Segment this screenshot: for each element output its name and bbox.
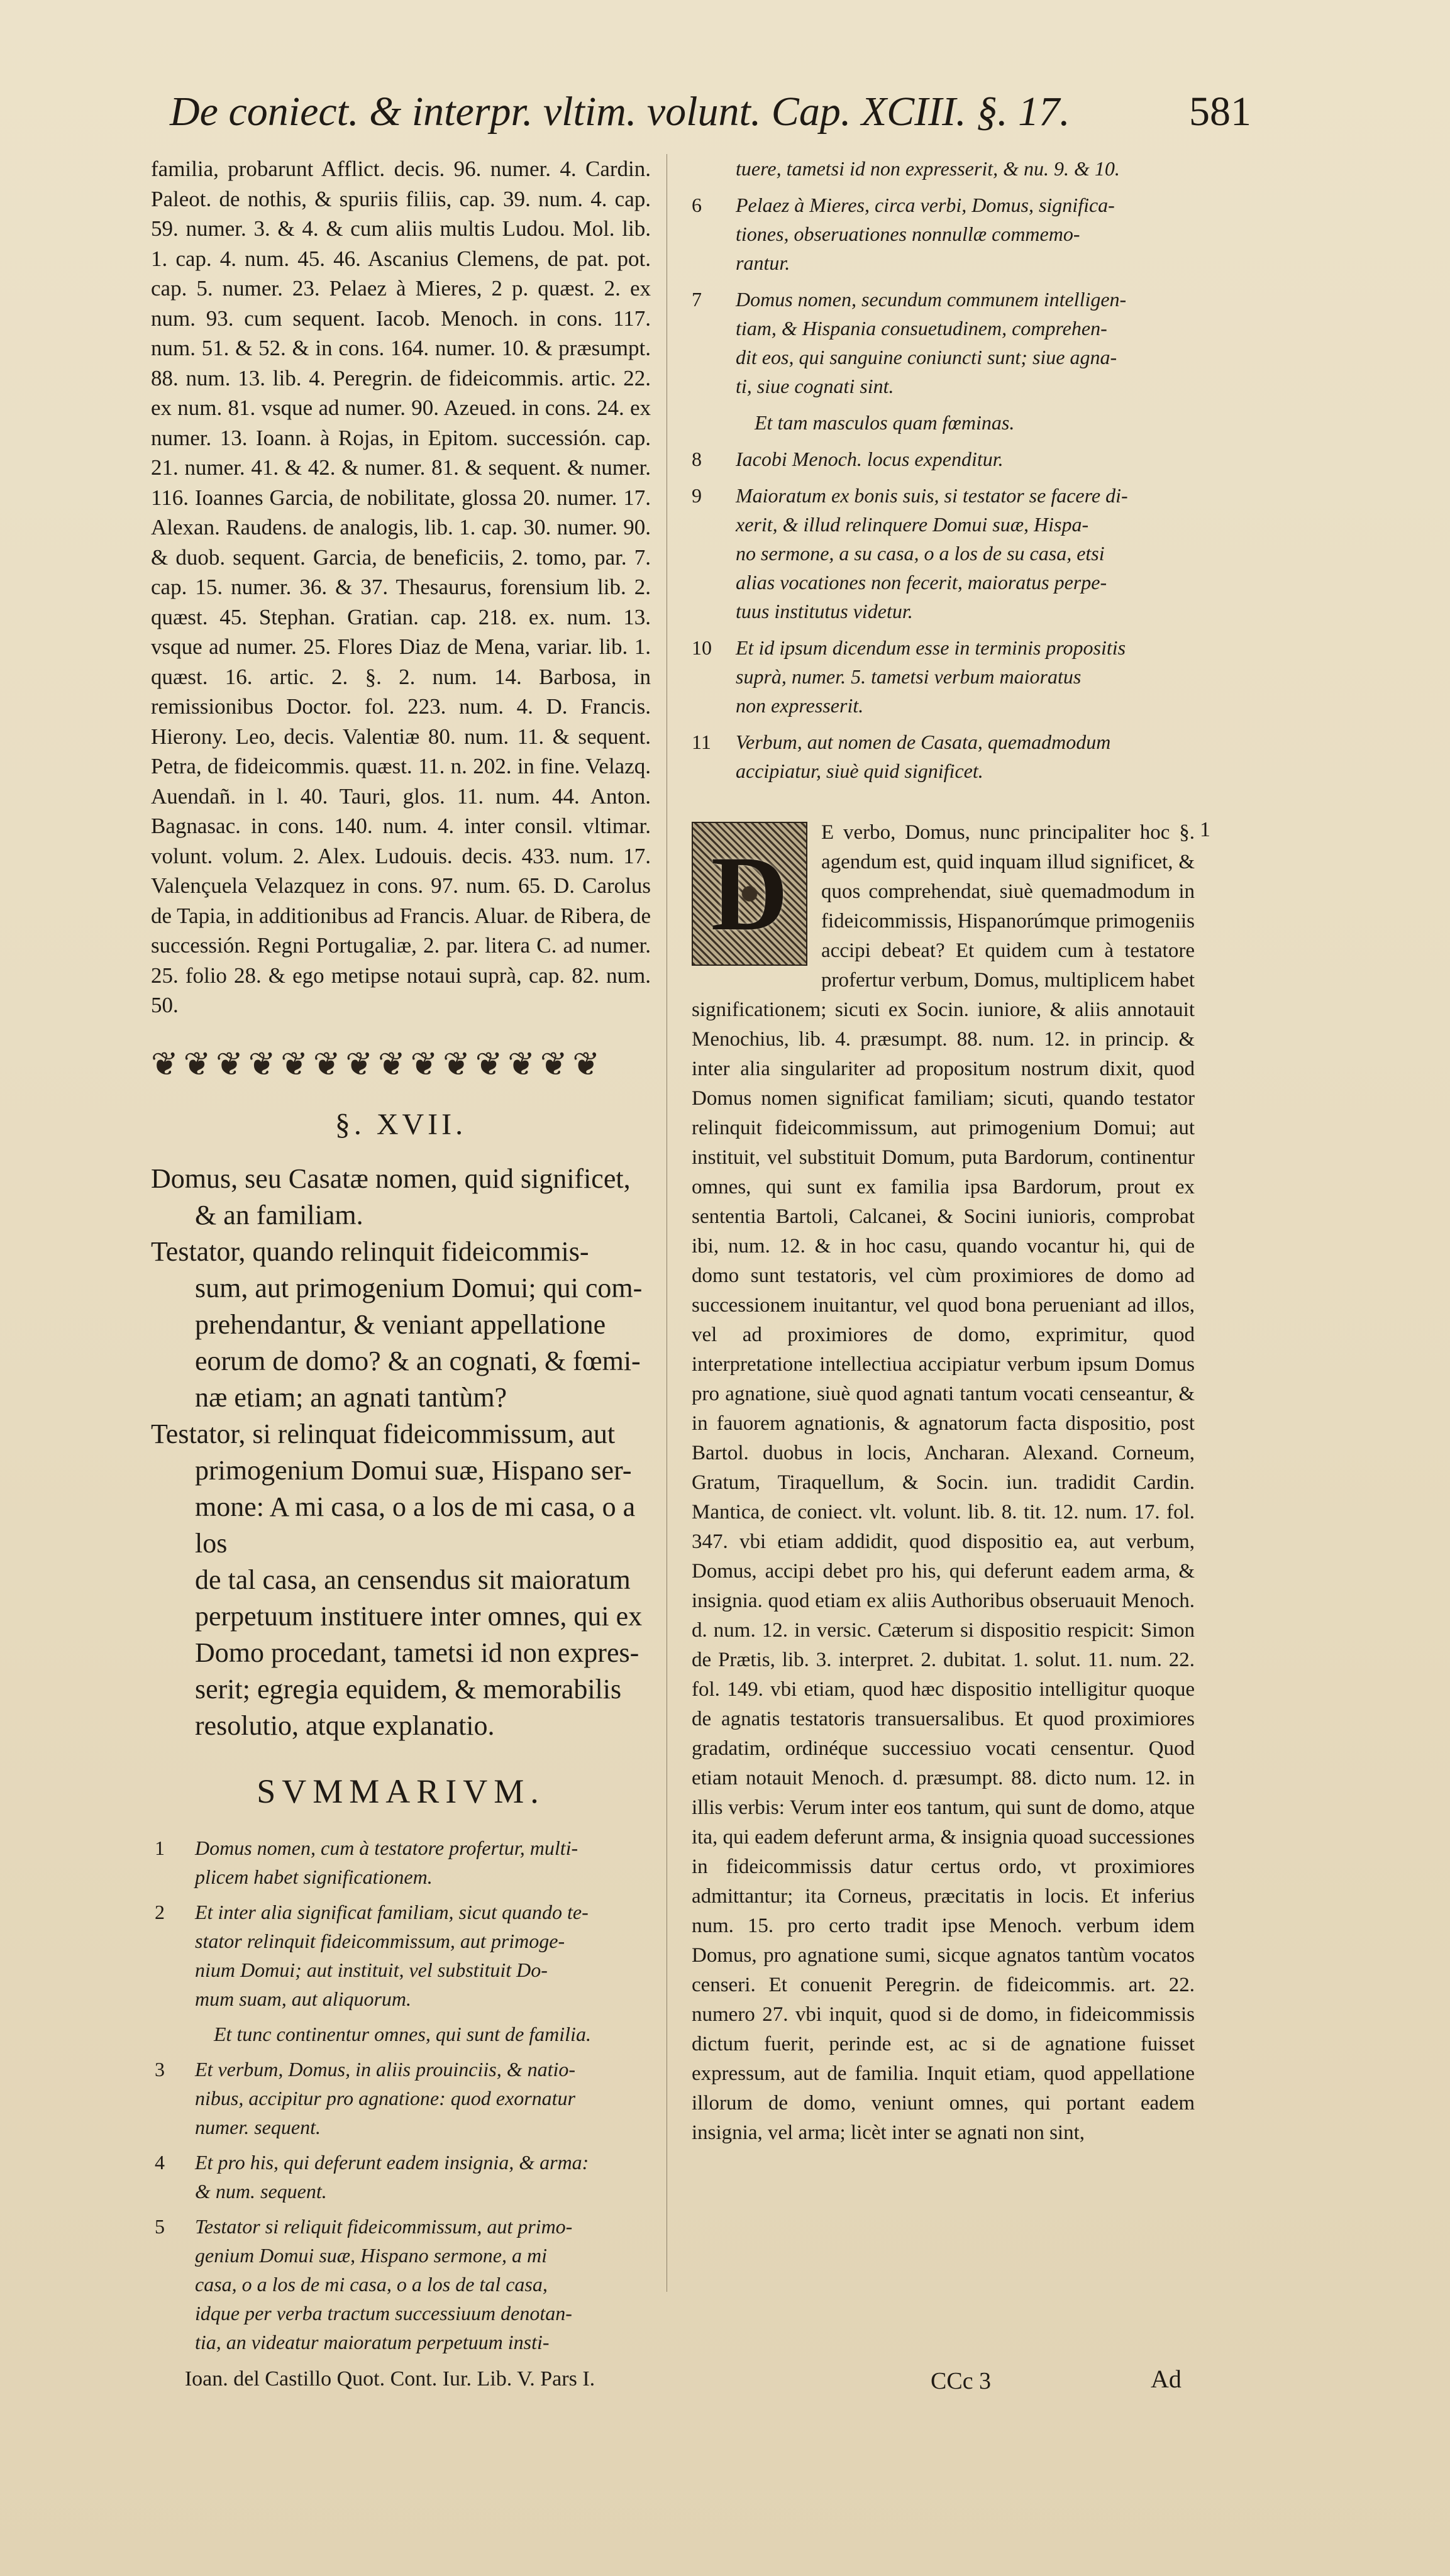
running-title: De coniect. & interpr. vltim. volunt. Cap. XCIII. §. 17. [170, 89, 1070, 135]
intro-paragraph: familia, probarunt Afflict. decis. 96. numer. 4. Cardin. Paleot. de nothis, & spuriis filiis, cap. 39. num. 4. cap. 59. numer. 3. & 4. & cum aliis multis Ludou. Mol. lib. 1. cap. 4. num. 45. 46. Ascanius Clemens, de pat. pot. cap. 5. numer. 23. Pelaez à Mieres, 2 p. quæst. 2. ex num. 93. cum sequent. Iacob. Menoch. in cons. 117. num. 51. & 52. & in cons. 164. numer. 10. & præsumpt. 88. num. 13. lib. 4. Peregrin. de fideicommis. artic. 22. ex num. 81. vsque ad numer. 90. Azeued. in cons. 24. ex numer. 13. Ioann. à Rojas, in Epitom. successión. cap. 21. numer. 41. & 42. & numer. 81. & sequent. & numer. 116. Ioannes Garcia, de nobilitate, glossa 20. numer. 17. Alexan. Raudens. de analogis, lib. 1. cap. 30. numer. 90. & duob. sequent. Garcia, de beneficiis, 2. tomo, par. 7. cap. 15. numer. 36. & 37. Thesaurus, forensium lib. 2. quæst. 45. Stephan. Gratian. cap. 218. ex. num. 13. vsque ad numer. 25. Flores Diaz de Mena, variar. lib. 1. quæst. 16. artic. 2. §. 2. num. 14. Barbosa, in remissionibus Doctor. fol. 223. num. 4. D. Francis. Hierony. Leo, decis. Valentiæ 80. num. 11. & sequent. Petra, de fideicommis. quæst. 11. n. 202. in fine. Velazq. Auendañ. in l. 40. Tauri, glos. 11. num. 44. Anton. Bagnasac. in cons. 140. num. 4. inter consil. vltimar. volunt. volum. 2. Alex. Ludouis. decis. 433. num. 17. Valençuela Velazquez in cons. 97. num. 65. D. Carolus de Tapia, in additionibus ad Francis. Aluar. de Ribera, de successión. Regni Portugaliæ, 2. par. litera C. ad numer. 25. folio 28. & ego metipse notaui suprà, cap. 82. num. 50. [151, 157, 651, 1017]
summarium-entry [692, 285, 1195, 401]
summary-line: næ etiam; an agnati tantùm? [195, 1381, 507, 1413]
entry-line: Et inter alia significat familiam, sicut quando te- [195, 1900, 589, 1923]
summarium-list [151, 1833, 651, 2357]
entry-line: Et id ipsum dicendum esse in terminis propositis [736, 636, 1126, 659]
drop-cap-letter: D [711, 834, 789, 953]
summarium-entry [151, 2020, 651, 2048]
entry-line: no sermone, a su casa, o a los de su casa, etsi [736, 542, 1105, 565]
entry-line: nium Domui; aut instituit, vel substituit Do- [195, 1958, 548, 1981]
entry-line: suprà, numer. 5. tametsi verbum maioratus [736, 665, 1082, 688]
section-title: §. XVII. [335, 1107, 467, 1141]
entry-number: 7 [692, 288, 702, 311]
entry-line: Et verbum, Domus, in aliis prouinciis, & natio- [195, 2057, 576, 2081]
entry-number: 9 [692, 484, 702, 507]
summarium-entry [692, 633, 1195, 720]
entry-line: tuere, tametsi id non expresserit, & nu. 9. & 10. [736, 157, 1120, 180]
entry-line: mum suam, aut aliquorum. [195, 1987, 412, 2010]
entry-line: nibus, accipitur pro agnatione: quod exornatur [195, 2086, 575, 2109]
summarium-entry [151, 1898, 651, 2013]
entry-line: stator relinquit fideicommissum, aut primoge- [195, 1929, 565, 1952]
summarium-entry [692, 408, 1195, 437]
gathering-mark: CCc 3 [931, 2368, 992, 2394]
entry-line: plicem habet significationem. [195, 1865, 433, 1888]
entry-line: Et tam masculos quam fœminas. [755, 411, 1015, 434]
entry-line: Verbum, aut nomen de Casata, quemadmodum [736, 731, 1111, 753]
entry-number: 11 [692, 731, 711, 753]
summary-line: resolutio, atque explanatio. [195, 1710, 495, 1741]
entry-line: idque per verba tractum successiuum denotan- [195, 2301, 572, 2324]
summarium-entry [151, 2212, 651, 2357]
summary-line: perpetuum instituere inter omnes, qui ex [195, 1600, 643, 1632]
entry-number: 4 [155, 2150, 165, 2174]
entry-line: tuus institutus videtur. [736, 600, 913, 622]
running-header [170, 88, 1251, 136]
entry-line: tiones, obseruationes nonnullæ commemo- [736, 223, 1080, 245]
summarium-entry [151, 2148, 651, 2206]
summary-line: mone: A mi casa, o a los de mi casa, o a los [195, 1491, 636, 1559]
fleuron-ornament-band: ❦❦❦❦❦❦❦❦❦❦❦❦❦❦ [151, 1046, 605, 1083]
entry-line: genium Domui suæ, Hispano sermone, a mi [195, 2243, 547, 2267]
entry-number: 8 [692, 448, 702, 470]
entry-line: rantur. [736, 252, 790, 274]
summary-line: Domus, seu Casatæ nomen, quid significet, [151, 1163, 631, 1194]
entry-line: numer. sequent. [195, 2115, 321, 2138]
entry-number: 1 [155, 1836, 165, 1859]
summary-line: serit; egregia equidem, & memorabilis [195, 1673, 622, 1705]
summary-line: prehendantur, & veniant appellatione [195, 1308, 606, 1340]
entry-line: tiam, & Hispania consuetudinem, comprehen- [736, 317, 1107, 340]
summary-line: de tal casa, an censendus sit maioratum [195, 1564, 631, 1595]
entry-number: 3 [155, 2057, 165, 2081]
entry-line: Domus nomen, cum à testatore profertur, multi- [195, 1836, 578, 1859]
summary-line: & an familiam. [195, 1199, 363, 1230]
summarium-entry [692, 481, 1195, 626]
entry-line: xerit, & illud relinquere Domui suæ, Hispa- [736, 513, 1089, 536]
summarium-entry [692, 191, 1195, 277]
entry-line: Testator si reliquit fideicommissum, aut primo- [195, 2214, 573, 2238]
section-summary [151, 1161, 651, 1744]
entry-line: Et tunc continentur omnes, qui sunt de familia. [214, 2022, 591, 2045]
summary-line: eorum de domo? & an cognati, & fœmi- [195, 1345, 641, 1376]
summary-line: sum, aut primogenium Domui; qui com- [195, 1272, 643, 1303]
entry-number: 2 [155, 1900, 165, 1923]
summarium-title: SVMMARIVM. [257, 1772, 545, 1810]
summarium-entry [692, 154, 1195, 183]
entry-line: & num. sequent. [195, 2179, 327, 2203]
signature-line: Ioan. del Castillo Quot. Cont. Iur. Lib. V. Pars I. [184, 2367, 595, 2391]
right-column [692, 154, 1210, 2148]
entry-line: casa, o a los de mi casa, o a los de tal casa, [195, 2272, 548, 2296]
catchword: Ad [1151, 2365, 1182, 2393]
entry-line: alias vocationes non fecerit, maioratus perpe- [736, 571, 1107, 594]
summary-line: primogenium Domui suæ, Hispano ser- [195, 1454, 632, 1486]
entry-line: Maioratum ex bonis suis, si testator se facere di- [736, 484, 1128, 507]
entry-line: Pelaez à Mieres, circa verbi, Domus, significa- [736, 194, 1115, 216]
summarium-entry [151, 1833, 651, 1891]
summarium-entry [692, 727, 1195, 785]
entry-number: 6 [692, 194, 702, 216]
entry-line: non expresserit. [736, 694, 864, 717]
entry-line: accipiatur, siuè quid significet. [736, 760, 983, 782]
entry-line: Iacobi Menoch. locus expenditur. [736, 448, 1004, 470]
entry-line: ti, siue cognati sint. [736, 375, 894, 397]
page-number: 581 [1189, 89, 1251, 135]
summarium-entry [692, 445, 1195, 473]
main-text-block [692, 818, 1210, 2148]
entry-number: 5 [155, 2214, 165, 2238]
summarium-continued [692, 154, 1195, 785]
margin-note-number: 1 [1200, 818, 1210, 841]
left-column [151, 154, 651, 2357]
entry-line: dit eos, qui sanguine coniuncti sunt; siue agna- [736, 346, 1117, 368]
decorated-initial [692, 822, 807, 966]
entry-line: tia, an videatur maioratum perpetuum insti- [195, 2330, 550, 2353]
entry-line: Et pro his, qui deferunt eadem insignia, & arma: [195, 2150, 589, 2174]
entry-number: 10 [692, 636, 712, 659]
summary-line: Testator, si relinquat fideicommissum, aut [151, 1418, 616, 1449]
entry-line: Domus nomen, secundum communem intelligen- [736, 288, 1127, 311]
body-text: E verbo, Domus, nunc principaliter hoc §. agendum est, quid inquam illud significet, & quos comprehendat, siuè quemadmodum in fideicommissis, Hispanorúmque primogeniis accipi debeat? Et quidem cum à testatore profertur verbum, Domus, multiplicem habet significationem; sicuti ex Socin. iuniore, & aliis annotauit Menochius, lib. 4. præsumpt. 88. num. 12. in princip. & inter alia singulariter ad propositum nostrum dixit, quod Domus nomen significat familiam; sicuti, quando testator relinquit fideicommissum, aut primogenium Domui; aut instituit, vel substituit Domum, puta Bardorum, continentur omnes, qui sunt ex familia ipsa Bardorum, prout ex sententia Bartoli, Calcanei, & Socini iunioris, comprobat ibi, num. 12. & in hoc casu, quando vocantur hi, qui de domo sunt testatoris, vel cùm proximiores de domo ad successionem inuitantur, vel quod bona perueniant ad illos, vel ad proximiores de domo, exprimitur, quod interpretatione intellectiua accipiatur verbum ipsum Domus pro agnatione, siuè quod agnati tantum vocati censeantur, & in fauorem agnationis, & agnatorum facta dispositio, post Bartol. duobus in locis, Ancharan. Alexand. Corneum, Gratum, Tiraquellum, & Socin. iun. tradidit Cardin. Mantica, de coniect. vlt. volunt. lib. 8. tit. 12. num. 17. fol. 347. vbi etiam addidit, quod dispositio ea, aut verbum, Domus, accipi debet pro his, qui deferunt eadem arma, & insignia. quod etiam ex aliis Authoribus obseruauit Menoch. d. num. 12. in versic. Cæterum si dispositio respicit: Simon de Prætis, lib. 3. interpret. 2. dubitat. 1. solut. 11. num. 22. fol. 149. vbi etiam, quod hæc dispositio intelligitur quoque de agnatis testatoris transuersalibus. Et quod proximiores gradatim, ordinéque successiuo vocati censentur. Quod etiam notauit Menoch. d. præsumpt. 88. dicto num. 12. in illis verbis: Verum inter eos tantum, qui sunt de domo, atque ita, qui eadem deferunt arma, & insignia quoad successiones in fideicommissis datur certus ordo, vt proximiores admittantur; ita Corneus, præcitatis in locis. Et inferius num. 15. pro certo tradit ipse Menoch. verbum idem Domus, pro agnatione sumi, sicque agnatos tantùm vocatos censeri. Et conuenit Peregrin. de fideicommis. art. 22. numero 27. vbi inquit, quod si de domo, in fideicommissis dictum fuerit, perinde est, ac si de agnatione fuisset expressum, aut de familia. Inquit etiam, quod appellatione illorum de domo, veniunt omnes, qui portant eadem insignia, vel arma; licèt inter se agnati non sint, [692, 821, 1195, 2144]
summary-line: Testator, quando relinquit fideicommis- [151, 1235, 589, 1267]
summary-line: Domo procedant, tametsi id non expres- [195, 1637, 639, 1668]
summarium-entry [151, 2055, 651, 2142]
